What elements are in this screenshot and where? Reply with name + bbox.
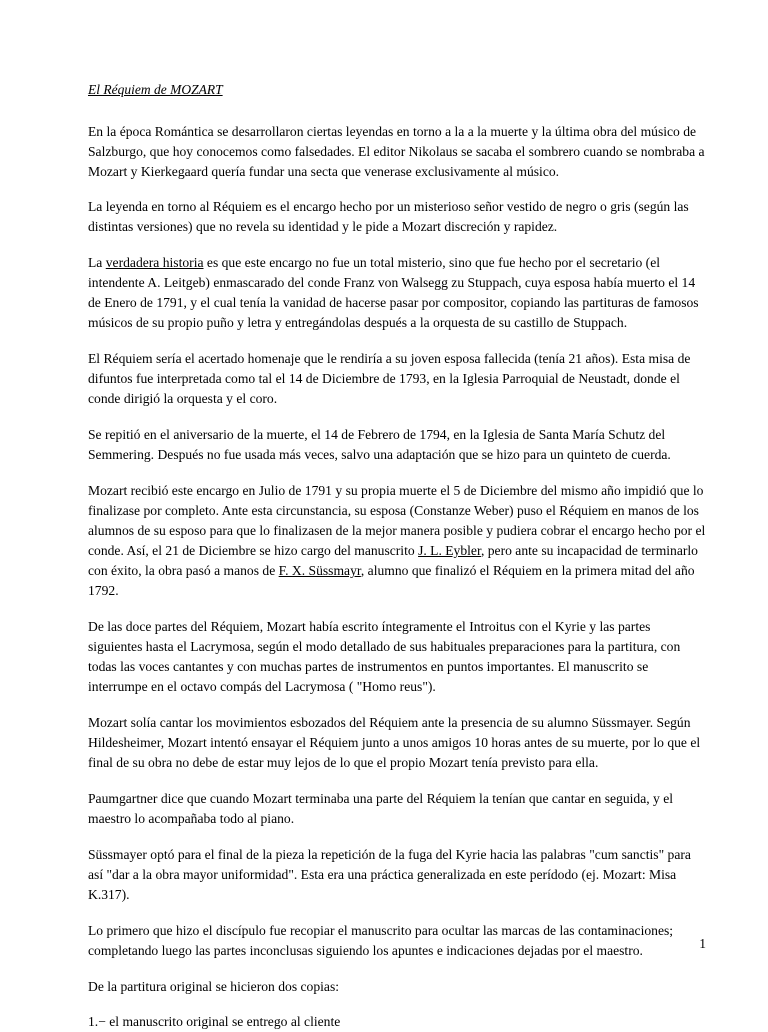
paragraph xyxy=(88,197,706,237)
paragraph xyxy=(88,122,706,182)
underlined-text: F. X. Süssmayr xyxy=(278,563,361,578)
paragraph xyxy=(88,617,706,697)
underlined-text: verdadera historia xyxy=(105,255,204,271)
paragraph xyxy=(88,977,706,997)
paragraph xyxy=(88,789,706,829)
paragraph xyxy=(88,349,706,409)
paragraph xyxy=(88,1012,706,1032)
text-run: Mozart solía cantar los movimientos esbozados del Réquiem ante la presencia de su alumno Süssmayer. Según Hildesheimer, Mozart intentó ensayar el Réquiem junto a unos amigos 10 horas antes de su muerte, por lo que el final de su obra no debe de estar muy lejos de lo que el propio Mozart tenía previsto para ella. xyxy=(88,714,701,770)
text-run: La leyenda en torno al Réquiem es el encargo hecho por un misterioso señor vestido de negro o gris (según las distintas versiones) que no revela su identidad y le pide a Mozart discreción y rapidez. xyxy=(88,199,689,235)
text-run: 1.− el manuscrito original se entrego al cliente xyxy=(88,1014,341,1030)
text-run: Paumgartner dice que cuando Mozart terminaba una parte del Réquiem la tenían que cantar en seguida, y el maestro lo acompañaba todo al piano. xyxy=(88,790,674,826)
document-body xyxy=(88,122,706,1032)
text-run: , alumno que finalizó el Réquiem en la primera mitad del año 1792. xyxy=(88,563,695,598)
paragraph xyxy=(88,845,706,905)
document-title: El Réquiem de MOZART xyxy=(88,82,223,97)
text-run: En la época Romántica se desarrollaron ciertas leyendas en torno a la a la muerte y la última obra del músico de Salzburgo, que hoy conocemos como falsedades. El editor Nikolaus se sacaba el sombrero cuando se nombraba a Mozart y Kierkegaard quería fundar una secta que venerase exclusivamente al músico. xyxy=(88,123,705,179)
paragraph xyxy=(88,921,706,961)
text-run: De la partitura original se hicieron dos copias: xyxy=(88,978,340,994)
text-run: El Réquiem sería el acertado homenaje que le rendiría a su joven esposa fallecida (tenía 21 años). Esta misa de difuntos fue interpretada como tal el 14 de Diciembre de 1793, en la Iglesia Parroquial de Neustadt, donde el conde dirigió la orquesta y el coro. xyxy=(88,351,691,407)
paragraph xyxy=(88,425,706,465)
paragraph xyxy=(88,713,706,773)
text-run: Mozart recibió este encargo en Julio de 1791 y su propia muerte el 5 de Diciembre del mismo año impidió que lo finalizase por completo. Ante esta circunstancia, su esposa (Constanze Weber) puso el Réquiem en manos de los alumnos de su esposo para que lo finalizasen de la mejor manera posible y pudiera cobrar el encargo hecho por el conde. Así, el 21 de Diciembre se hizo cargo del manuscrito xyxy=(88,483,706,559)
text-run: es que este encargo no fue un total misterio, sino que fue hecho por el secretario (el intendente A. Leitgeb) enmascarado del conde Franz von Walsegg zu Stuppach, cuya esposa había muerto el 14 de Enero de 1791, y el cual tenía la vanidad de hacerse pasar por compositor, copiando las partituras de famosos músicos de su propio puño y letra y entregándolas después a la orquesta de su castillo de Stuppach. xyxy=(88,255,699,331)
text-run: La xyxy=(88,255,106,271)
text-run: , pero ante su incapacidad de terminarlo con éxito, la obra pasó a manos de xyxy=(88,543,698,578)
paragraph xyxy=(88,481,706,601)
text-run: De las doce partes del Réquiem, Mozart había escrito íntegramente el Introitus con el Kyrie y las partes siguientes hasta el Lacrymosa, según el modo detallado de sus habituales preparaciones para la partitura, con todas las voces cantantes y con muchas partes de instrumentos en puntos importantes. El manuscrito se interrumpe en el octavo compás del Lacrymosa ( "Homo reus"). xyxy=(88,618,681,694)
text-run: Süssmayer optó para el final de la pieza la repetición de la fuga del Kyrie hacia las palabras "cum sanctis" para así "dar a la obra mayor uniformidad". Esta era una práctica generalizada en este perídodo (ej. Mozart: Misa K.317). xyxy=(88,846,691,902)
paragraph xyxy=(88,253,706,333)
text-run: Se repitió en el aniversario de la muerte, el 14 de Febrero de 1794, en la Iglesia de Santa María Schutz del Semmering. Después no fue usada más veces, salvo una adaptación que se hizo para un quinteto de cuerda. xyxy=(88,427,671,463)
underlined-text: J. L. Eybler xyxy=(418,543,481,559)
text-run: Lo primero que hizo el discípulo fue recopiar el manuscrito para ocultar las marcas de las contaminaciones; completando luego las partes inconclusas siguiendo los apuntes e indicaciones dejadas por el maestro. xyxy=(88,922,674,958)
page-number: 1 xyxy=(699,935,706,951)
